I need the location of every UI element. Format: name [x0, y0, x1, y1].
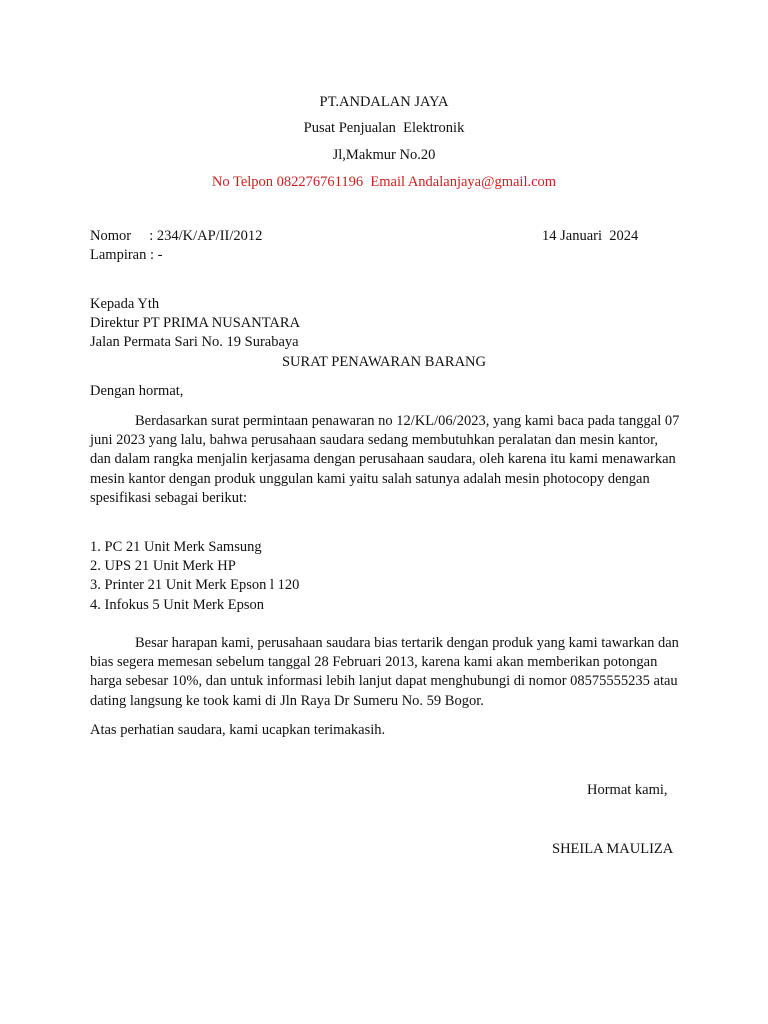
letter-subject: SURAT PENAWARAN BARANG: [281, 354, 486, 370]
recipient-salutation: Kepada Yth: [90, 296, 160, 312]
company-address: Jl,Makmur No.20: [332, 147, 436, 163]
list-item: 2. UPS 21 Unit Merk HP: [90, 558, 236, 575]
letter-number: Nomor : 234/K/AP/II/2012: [90, 228, 263, 244]
item-list: [90, 538, 299, 615]
letter-date: 14 Januari 2024: [542, 228, 639, 244]
greeting: Dengan hormat,: [90, 383, 184, 399]
signature-salutation: Hormat kami,: [587, 782, 668, 798]
company-name: PT.ANDALAN JAYA: [319, 94, 449, 110]
body-paragraph-2: Besar harapan kami, perusahaan saudara bias tertarik dengan produk yang kami tawarkan dan bias segera memesan sebelum tanggal 28 Februari 2013, karena kami akan memberikan potongan harga sebesar 10%, dan untuk informasi lebih lanjut dapat menghubungi di nomor 08575555235 atau dating langsung ke took kami di Jln Raya Dr Sumeru No. 59 Bogor.: [90, 635, 679, 709]
company-tagline: Pusat Penjualan Elektronik: [303, 120, 465, 136]
list-item: 4. Infokus 5 Unit Merk Epson: [90, 596, 264, 613]
signature-name: SHEILA MAULIZA: [552, 841, 674, 857]
letter-attachment: Lampiran : -: [90, 247, 163, 263]
recipient-name: Direktur PT PRIMA NUSANTARA: [90, 315, 301, 331]
closing-sentence: Atas perhatian saudara, kami ucapkan terimakasih.: [90, 722, 386, 738]
body-paragraph-1: Berdasarkan surat permintaan penawaran no 12/KL/06/2023, yang kami baca pada tanggal 07 juni 2023 yang lalu, bahwa perusahaan saudara sedang membutuhkan peralatan dan mesin kantor, dan dalam rangka menjalin kerjasama dengan perusahaan saudara, oleh karena itu kami menawarkan mesin kantor dengan produk unggulan kami yaitu salah satunya adalah mesin photocopy dengan spesifikasi sebagai berikut:: [90, 413, 680, 506]
list-item: 1. PC 21 Unit Merk Samsung: [90, 539, 262, 555]
list-item: 3. Printer 21 Unit Merk Epson l 120: [90, 577, 300, 594]
recipient-address: Jalan Permata Sari No. 19 Surabaya: [90, 334, 299, 350]
company-contact: No Telpon 082276761196 Email Andalanjaya@gmail.com: [211, 174, 557, 190]
